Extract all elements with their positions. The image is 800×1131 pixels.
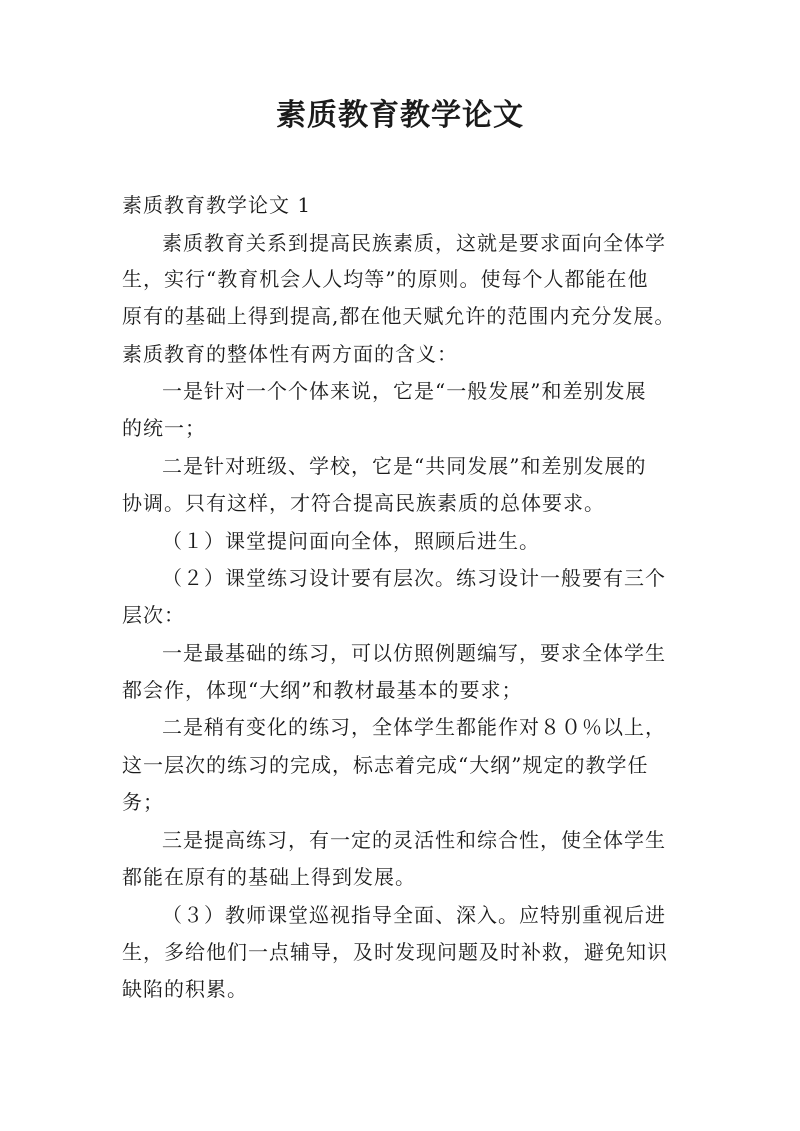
paragraph-line: （１）课堂提问面向全体，照顾后进生。 bbox=[162, 529, 540, 553]
paragraph-line: 层次： bbox=[122, 603, 185, 627]
paragraph-line: 二是针对班级、学校，它是“共同发展”和差别发展的 bbox=[162, 454, 647, 478]
paragraph-line: 都会作，体现“大纲”和教材最基本的要求； bbox=[122, 678, 523, 702]
paragraph-line: 二是稍有变化的练习，全体学生都能作对８０％以上， bbox=[162, 715, 666, 739]
paragraph-line: 这一层次的练习的完成，标志着完成“大纲”规定的教学任 bbox=[122, 753, 649, 777]
paragraph-line: 三是提高练习，有一定的灵活性和综合性，使全体学生 bbox=[162, 828, 666, 852]
paragraph-line: 的统一； bbox=[122, 416, 206, 440]
paragraph-line: 一是针对一个个体来说，它是“一般发展”和差别发展 bbox=[162, 379, 647, 403]
document-title: 素质教育教学论文 bbox=[276, 98, 524, 133]
paragraph-line: 素质教育关系到提高民族素质，这就是要求面向全体学 bbox=[162, 231, 666, 255]
paragraph-line: 务； bbox=[122, 790, 164, 814]
paragraph-line: 一是最基础的练习，可以仿照例题编写，要求全体学生 bbox=[162, 641, 666, 665]
paragraph-line: 都能在原有的基础上得到发展。 bbox=[122, 865, 416, 889]
paragraph-line: 生，多给他们一点辅导，及时发现问题及时补救，避免知识 bbox=[122, 940, 668, 964]
paragraph-line: 协调。只有这样，才符合提高民族素质的总体要求。 bbox=[122, 491, 605, 515]
paragraph-line: 素质教育的整体性有两方面的含义： bbox=[122, 342, 458, 366]
paragraph-line: 缺陷的积累。 bbox=[122, 977, 248, 1001]
paragraph-line: 原有的基础上得到提高,都在他天赋允许的范围内充分发展。 bbox=[122, 304, 676, 328]
section-heading: 素质教育教学论文 1 bbox=[122, 193, 312, 217]
paragraph-line: （３）教师课堂巡视指导全面、深入。应特别重视后进 bbox=[162, 903, 666, 927]
paragraph-line: （２）课堂练习设计要有层次。练习设计一般要有三个 bbox=[162, 566, 666, 590]
paragraph-line: 生，实行“教育机会人人均等”的原则。使每个人都能在他 bbox=[122, 267, 649, 291]
